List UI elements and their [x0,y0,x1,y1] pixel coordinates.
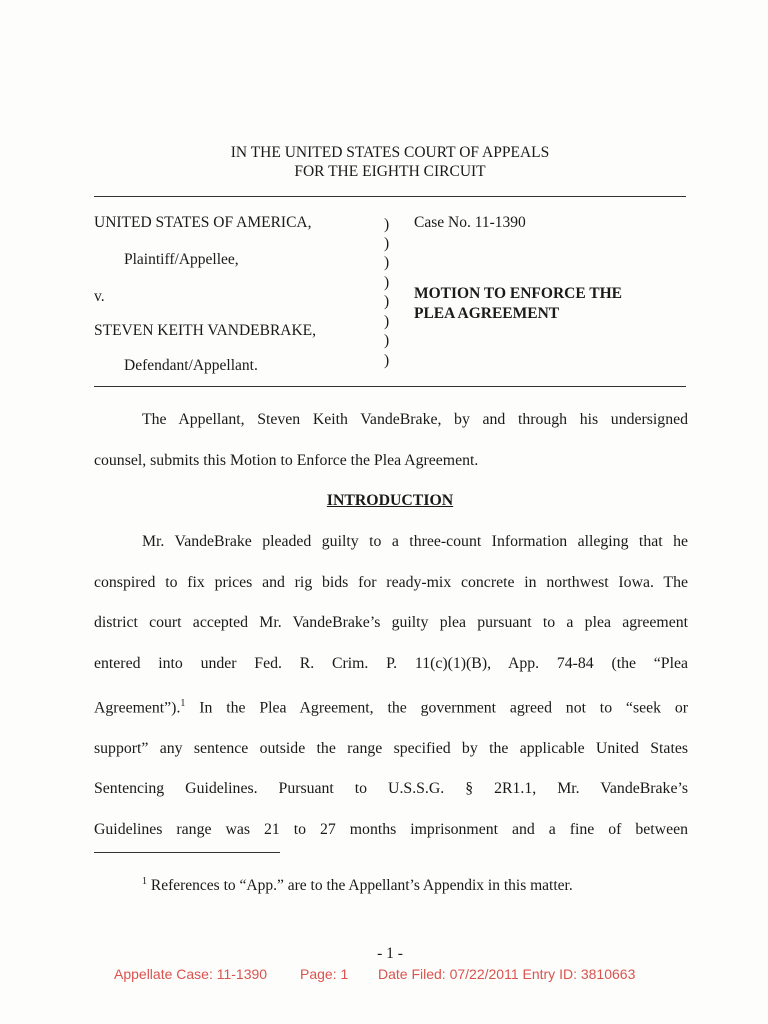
intro-line: counsel, submits this Motion to Enforce the Plea Agreement. [94,451,479,469]
plaintiff-name: UNITED STATES OF AMERICA, [94,214,312,231]
motion-title-line1: MOTION TO ENFORCE THE [414,285,623,302]
body-line: Mr. VandeBrake pleaded guilty to a three-count Information alleging that he [142,533,688,550]
footnote-separator [94,852,280,853]
caption-bottom-rule [94,386,686,387]
body-line: district court accepted Mr. VandeBrake’s guilty plea pursuant to a plea agreement [94,614,688,631]
court-name: IN THE UNITED STATES COURT OF APPEALS [230,144,550,161]
filing-date-entry: Date Filed: 07/22/2011 Entry ID: 3810663 [378,966,636,982]
case-number: Case No. 11-1390 [414,214,526,231]
caption-paren: ) [384,216,390,233]
body-line: Sentencing Guidelines. Pursuant to U.S.S.G. § 2R1.1, Mr. VandeBrake’s [94,780,688,798]
caption-paren: ) [384,293,390,310]
body-line: entered into under Fed. R. Crim. P. 11(c)(1)(B), App. 74-84 (the “Plea [94,654,688,672]
body-line-part: Agreement”). [94,699,181,717]
circuit-name: FOR THE EIGHTH CIRCUIT [294,163,486,180]
filing-case: Appellate Case: 11-1390 [114,966,268,982]
intro-paragraph [94,400,688,481]
versus: v. [94,288,105,305]
footnote [142,876,573,895]
filing-page: Page: 1 [300,966,349,982]
caption-paren: ) [384,274,390,291]
intro-line: The Appellant, Steven Keith VandeBrake, by and through his undersigned [142,411,688,428]
footnote-mark: 1 [142,876,147,887]
caption-top-rule [94,196,686,197]
motion-title-line2: PLEA AGREEMENT [414,305,560,322]
caption-paren: ) [384,332,390,349]
plaintiff-role: Plaintiff/Appellee, [124,251,239,268]
body-line: Guidelines range was 21 to 27 months imprisonment and a fine of between [94,820,688,838]
defendant-name: STEVEN KEITH VANDEBRAKE, [94,322,317,339]
footnote-reference: 1 [180,698,186,709]
caption-paren: ) [384,313,390,330]
caption-paren: ) [384,352,390,369]
footnote-text: References to “App.” are to the Appellant’s Appendix in this matter. [147,877,573,895]
body-line: support” any sentence outside the range specified by the applicable United States [94,739,688,757]
defendant-role: Defendant/Appellant. [124,357,258,374]
page-number: - 1 - [377,945,403,962]
section-heading-text: INTRODUCTION [326,492,454,509]
caption-paren: ) [384,235,390,252]
body-paragraph [94,522,688,850]
caption-paren: ) [384,254,390,271]
body-line-part: In the Plea Agreement, the government agreed not to “seek or [185,699,688,717]
body-line: conspired to fix prices and rig bids for ready-mix concrete in northwest Iowa. The [94,573,688,591]
section-heading [0,492,768,510]
body-line [94,684,688,729]
